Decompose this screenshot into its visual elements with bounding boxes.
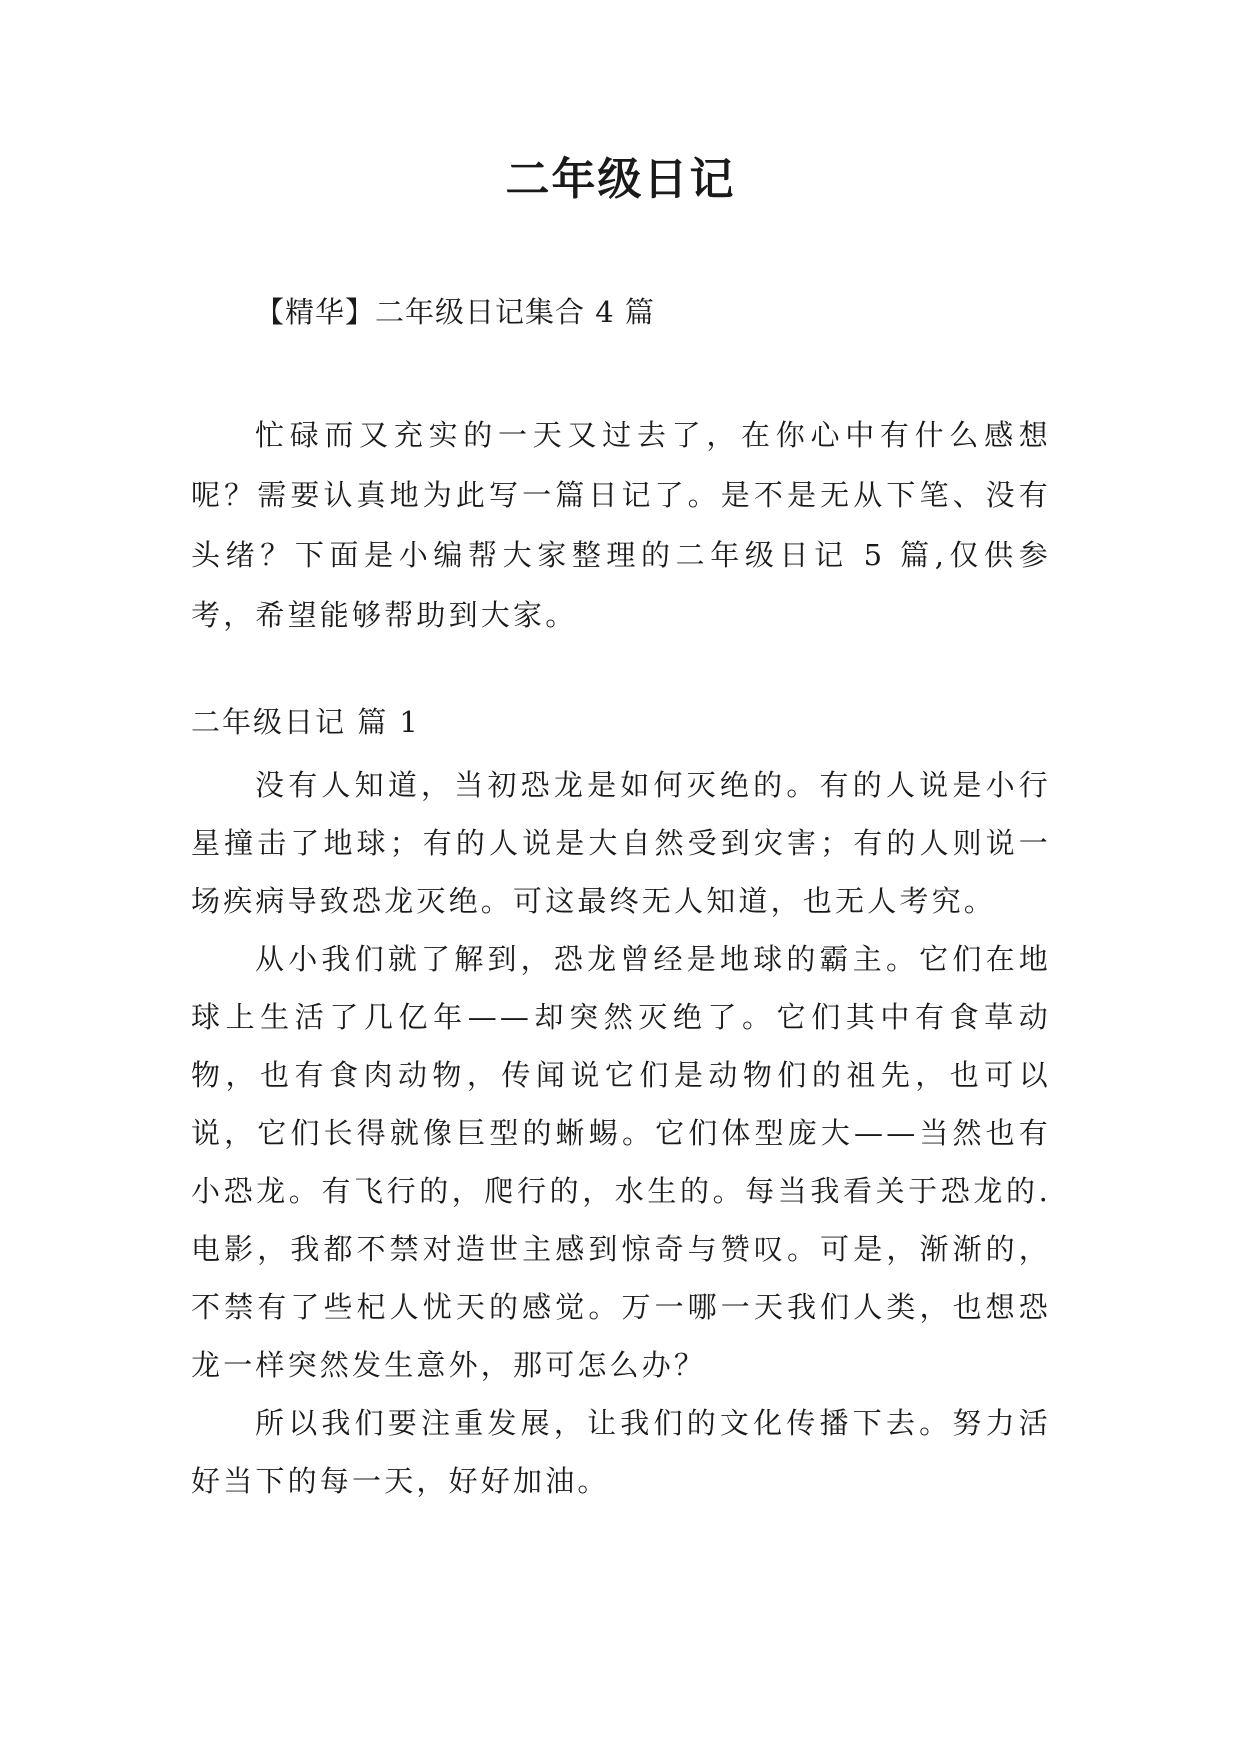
body-paragraph-1: 没有人知道，当初恐龙是如何灭绝的。有的人说是小行星撞击了地球；有的人说是大自然受到灾害；有的人则说一场疾病导致恐龙灭绝。可这最终无人知道，也无人考究。 xyxy=(191,768,1051,918)
intro-paragraph: 忙碌而又充实的一天又过去了，在你心中有什么感想呢？需要认真地为此写一篇日记了。是不是无从下笔、没有头绪？下面是小编帮大家整理的二年级日记 5 篇,仅供参考，希望能够帮助到大家。 xyxy=(191,418,1051,632)
document-subtitle: 【精华】二年级日记集合 4 篇 xyxy=(255,295,655,329)
section-heading: 二年级日记 篇 1 xyxy=(191,705,420,739)
section-body xyxy=(191,756,1051,1510)
document-title: 二年级日记 xyxy=(505,154,736,205)
body-paragraph-3: 所以我们要注重发展，让我们的文化传播下去。努力活好当下的每一天，好好加油。 xyxy=(191,1406,1051,1498)
body-paragraph-2: 从小我们就了解到，恐龙曾经是地球的霸主。它们在地球上生活了几亿年——却突然灭绝了。它们其中有食草动物，也有食肉动物，传闻说它们是动物们的祖先，也可以说，它们长得就像巨型的蜥蜴。它们体型庞大——当然也有小恐龙。有飞行的，爬行的，水生的。每当我看关于恐龙的.电影，我都不禁对造世主感到惊奇与赞叹。可是，渐渐的，不禁有了些杞人忧天的感觉。万一哪一天我们人类，也想恐龙一样突然发生意外，那可怎么办？ xyxy=(191,942,1051,1382)
